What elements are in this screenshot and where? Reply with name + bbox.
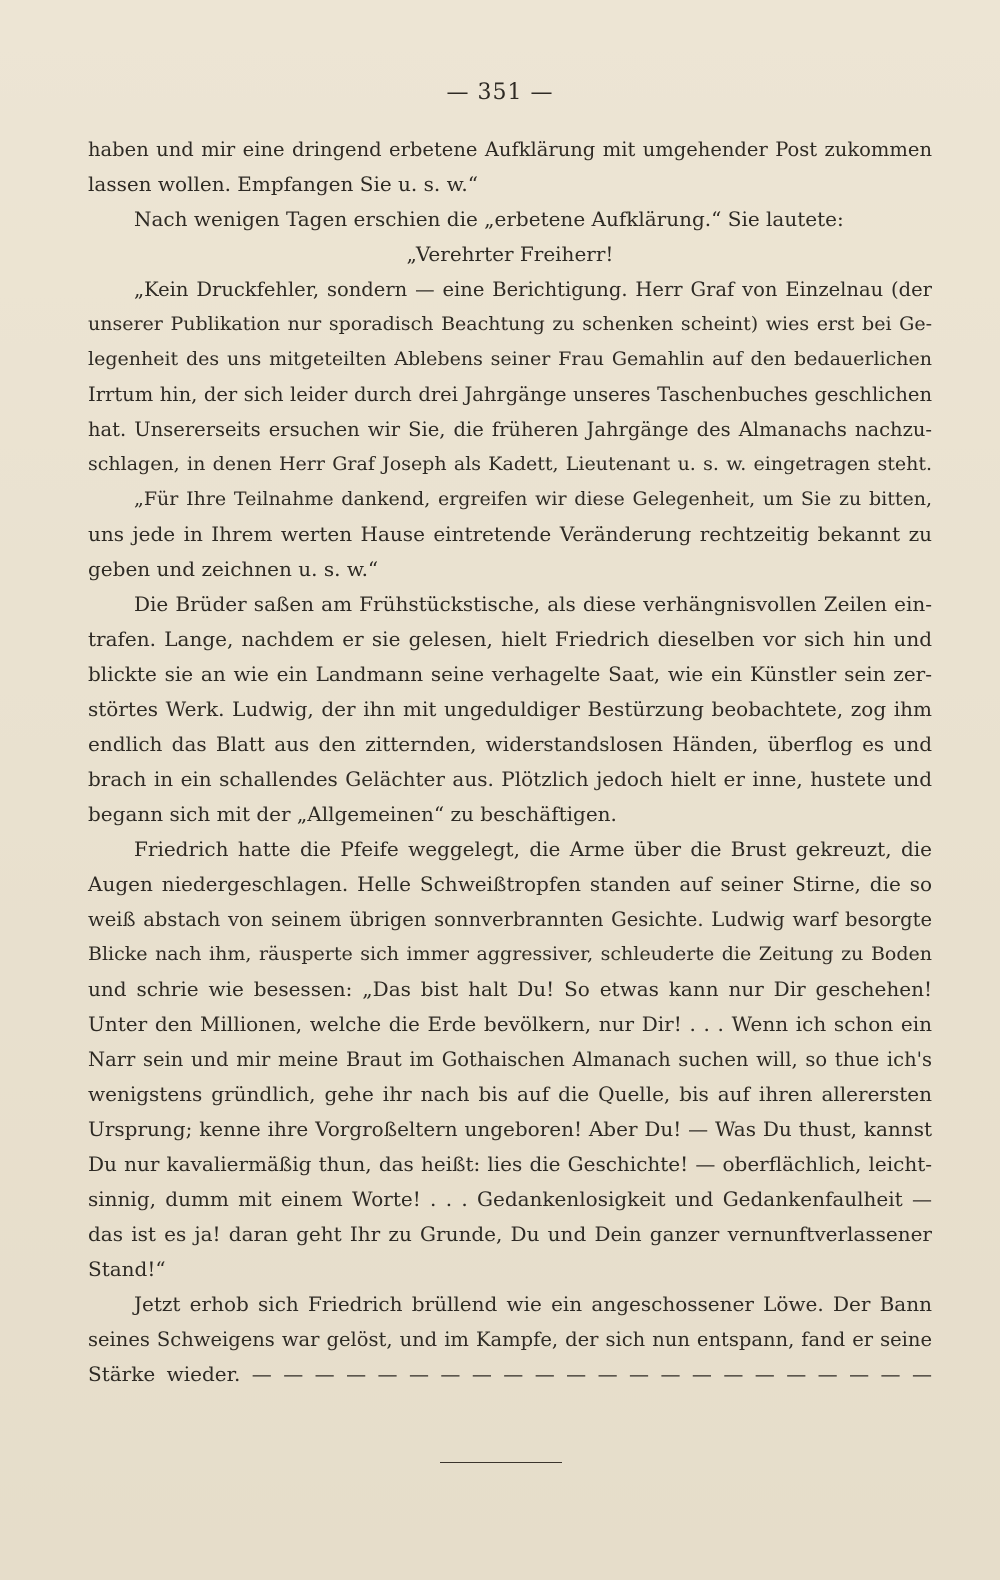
text-line: blickte sie an wie ein Landmann seine verhagelte Saat, wie ein Künstler sein zer-: [88, 662, 932, 686]
text-line: Stand!“: [88, 1257, 166, 1281]
text-line: begann sich mit der „Allgemeinen“ zu beschäftigen.: [88, 802, 617, 826]
text-line: „Für Ihre Teilnahme dankend, ergreifen wir diese Gelegenheit, um Sie zu bitten,: [134, 488, 932, 510]
text-line: sinnig, dumm mit einem Worte! . . . Gedankenlosigkeit und Gedankenfaulheit —: [88, 1187, 932, 1211]
text-line: Narr sein und mir meine Braut im Gothaischen Almanach suchen will, so thue ich's: [88, 1048, 932, 1071]
text-line: lassen wollen. Empfangen Sie u. s. w.“: [88, 172, 478, 196]
page-number: — 351 —: [446, 80, 554, 105]
text-line: schlagen, in denen Herr Graf Joseph als Kadett, Lieutenant u. s. w. eingetragen steht.: [88, 453, 932, 475]
text-line: trafen. Lange, nachdem er sie gelesen, hielt Friedrich dieselben vor sich hin und: [88, 627, 932, 651]
text-line: Blicke nach ihm, räusperte sich immer aggressiver, schleuderte die Zeitung zu Boden: [88, 943, 932, 965]
text-line: geben und zeichnen u. s. w.“: [88, 557, 379, 581]
end-rule: [440, 1462, 562, 1463]
text-line: Friedrich hatte die Pfeife weggelegt, die Arme über die Brust gekreuzt, die: [134, 837, 932, 861]
text-line: das ist es ja! daran geht Ihr zu Grunde, Du und Dein ganzer vernunftverlassener: [88, 1222, 932, 1246]
text-line: Nach wenigen Tagen erschien die „erbetene Aufklärung.“ Sie lautete:: [134, 207, 844, 231]
text-line: Du nur kavaliermäßig thun, das heißt: lies die Geschichte! — oberflächlich, leicht-: [88, 1152, 932, 1176]
text-line: brach in ein schallendes Gelächter aus. Plötzlich jedoch hielt er inne, hustete und: [88, 767, 932, 791]
text-line: wenigstens gründlich, gehe ihr nach bis auf die Quelle, bis auf ihren allerersten: [88, 1082, 932, 1106]
text-line: „Kein Druckfehler, sondern — eine Berichtigung. Herr Graf von Einzelnau (der: [134, 278, 932, 301]
text-line: Ursprung; kenne ihre Vorgroßeltern ungeboren! Aber Du! — Was Du thust, kannst: [88, 1117, 932, 1141]
text-line: störtes Werk. Ludwig, der ihn mit ungeduldiger Bestürzung beobachtete, zog ihm: [88, 697, 932, 721]
body-text: [88, 132, 932, 1392]
text-line: endlich das Blatt aus den zitternden, widerstandslosen Händen, überflog es und: [88, 732, 932, 756]
text-line: haben und mir eine dringend erbetene Aufklärung mit umgehender Post zukommen: [88, 138, 932, 161]
text-line: Irrtum hin, der sich leider durch drei Jahrgänge unseres Taschenbuches geschlichen: [88, 383, 932, 406]
text-line: Die Brüder saßen am Frühstückstische, als diese verhängnisvollen Zeilen ein-: [134, 592, 932, 616]
text-line: unserer Publikation nur sporadisch Beachtung zu schenken scheint) wies erst bei Ge-: [88, 313, 932, 335]
text-line: legenheit des uns mitgeteilten Ablebens seiner Frau Gemahlin auf den bedauerlichen: [88, 348, 932, 370]
text-line: weiß abstach von seinem übrigen sonnverbrannten Gesichte. Ludwig warf besorgte: [88, 908, 932, 931]
text-line: Jetzt erhob sich Friedrich brüllend wie ein angeschossener Löwe. Der Bann: [134, 1292, 932, 1316]
text-line: Stärke wieder. — — — — — — — — — — — — — — — — — — — — — —: [88, 1362, 932, 1386]
text-line: uns jede in Ihrem werten Hause eintretende Veränderung rechtzeitig bekannt zu: [88, 522, 932, 546]
text-line: seines Schweigens war gelöst, und im Kampfe, der sich nun entspann, fand er seine: [88, 1328, 932, 1351]
text-line: und schrie wie besessen: „Das bist halt Du! So etwas kann nur Dir geschehen!: [88, 977, 932, 1001]
text-line: hat. Unsererseits ersuchen wir Sie, die früheren Jahrgänge des Almanachs nachzu-: [88, 418, 932, 441]
salutation-line: „Verehrter Freiherr!: [406, 242, 614, 266]
text-line: Augen niedergeschlagen. Helle Schweißtropfen standen auf seiner Stirne, die so: [88, 872, 932, 896]
text-line: Unter den Millionen, welche die Erde bevölkern, nur Dir! . . . Wenn ich schon ein: [88, 1012, 932, 1036]
